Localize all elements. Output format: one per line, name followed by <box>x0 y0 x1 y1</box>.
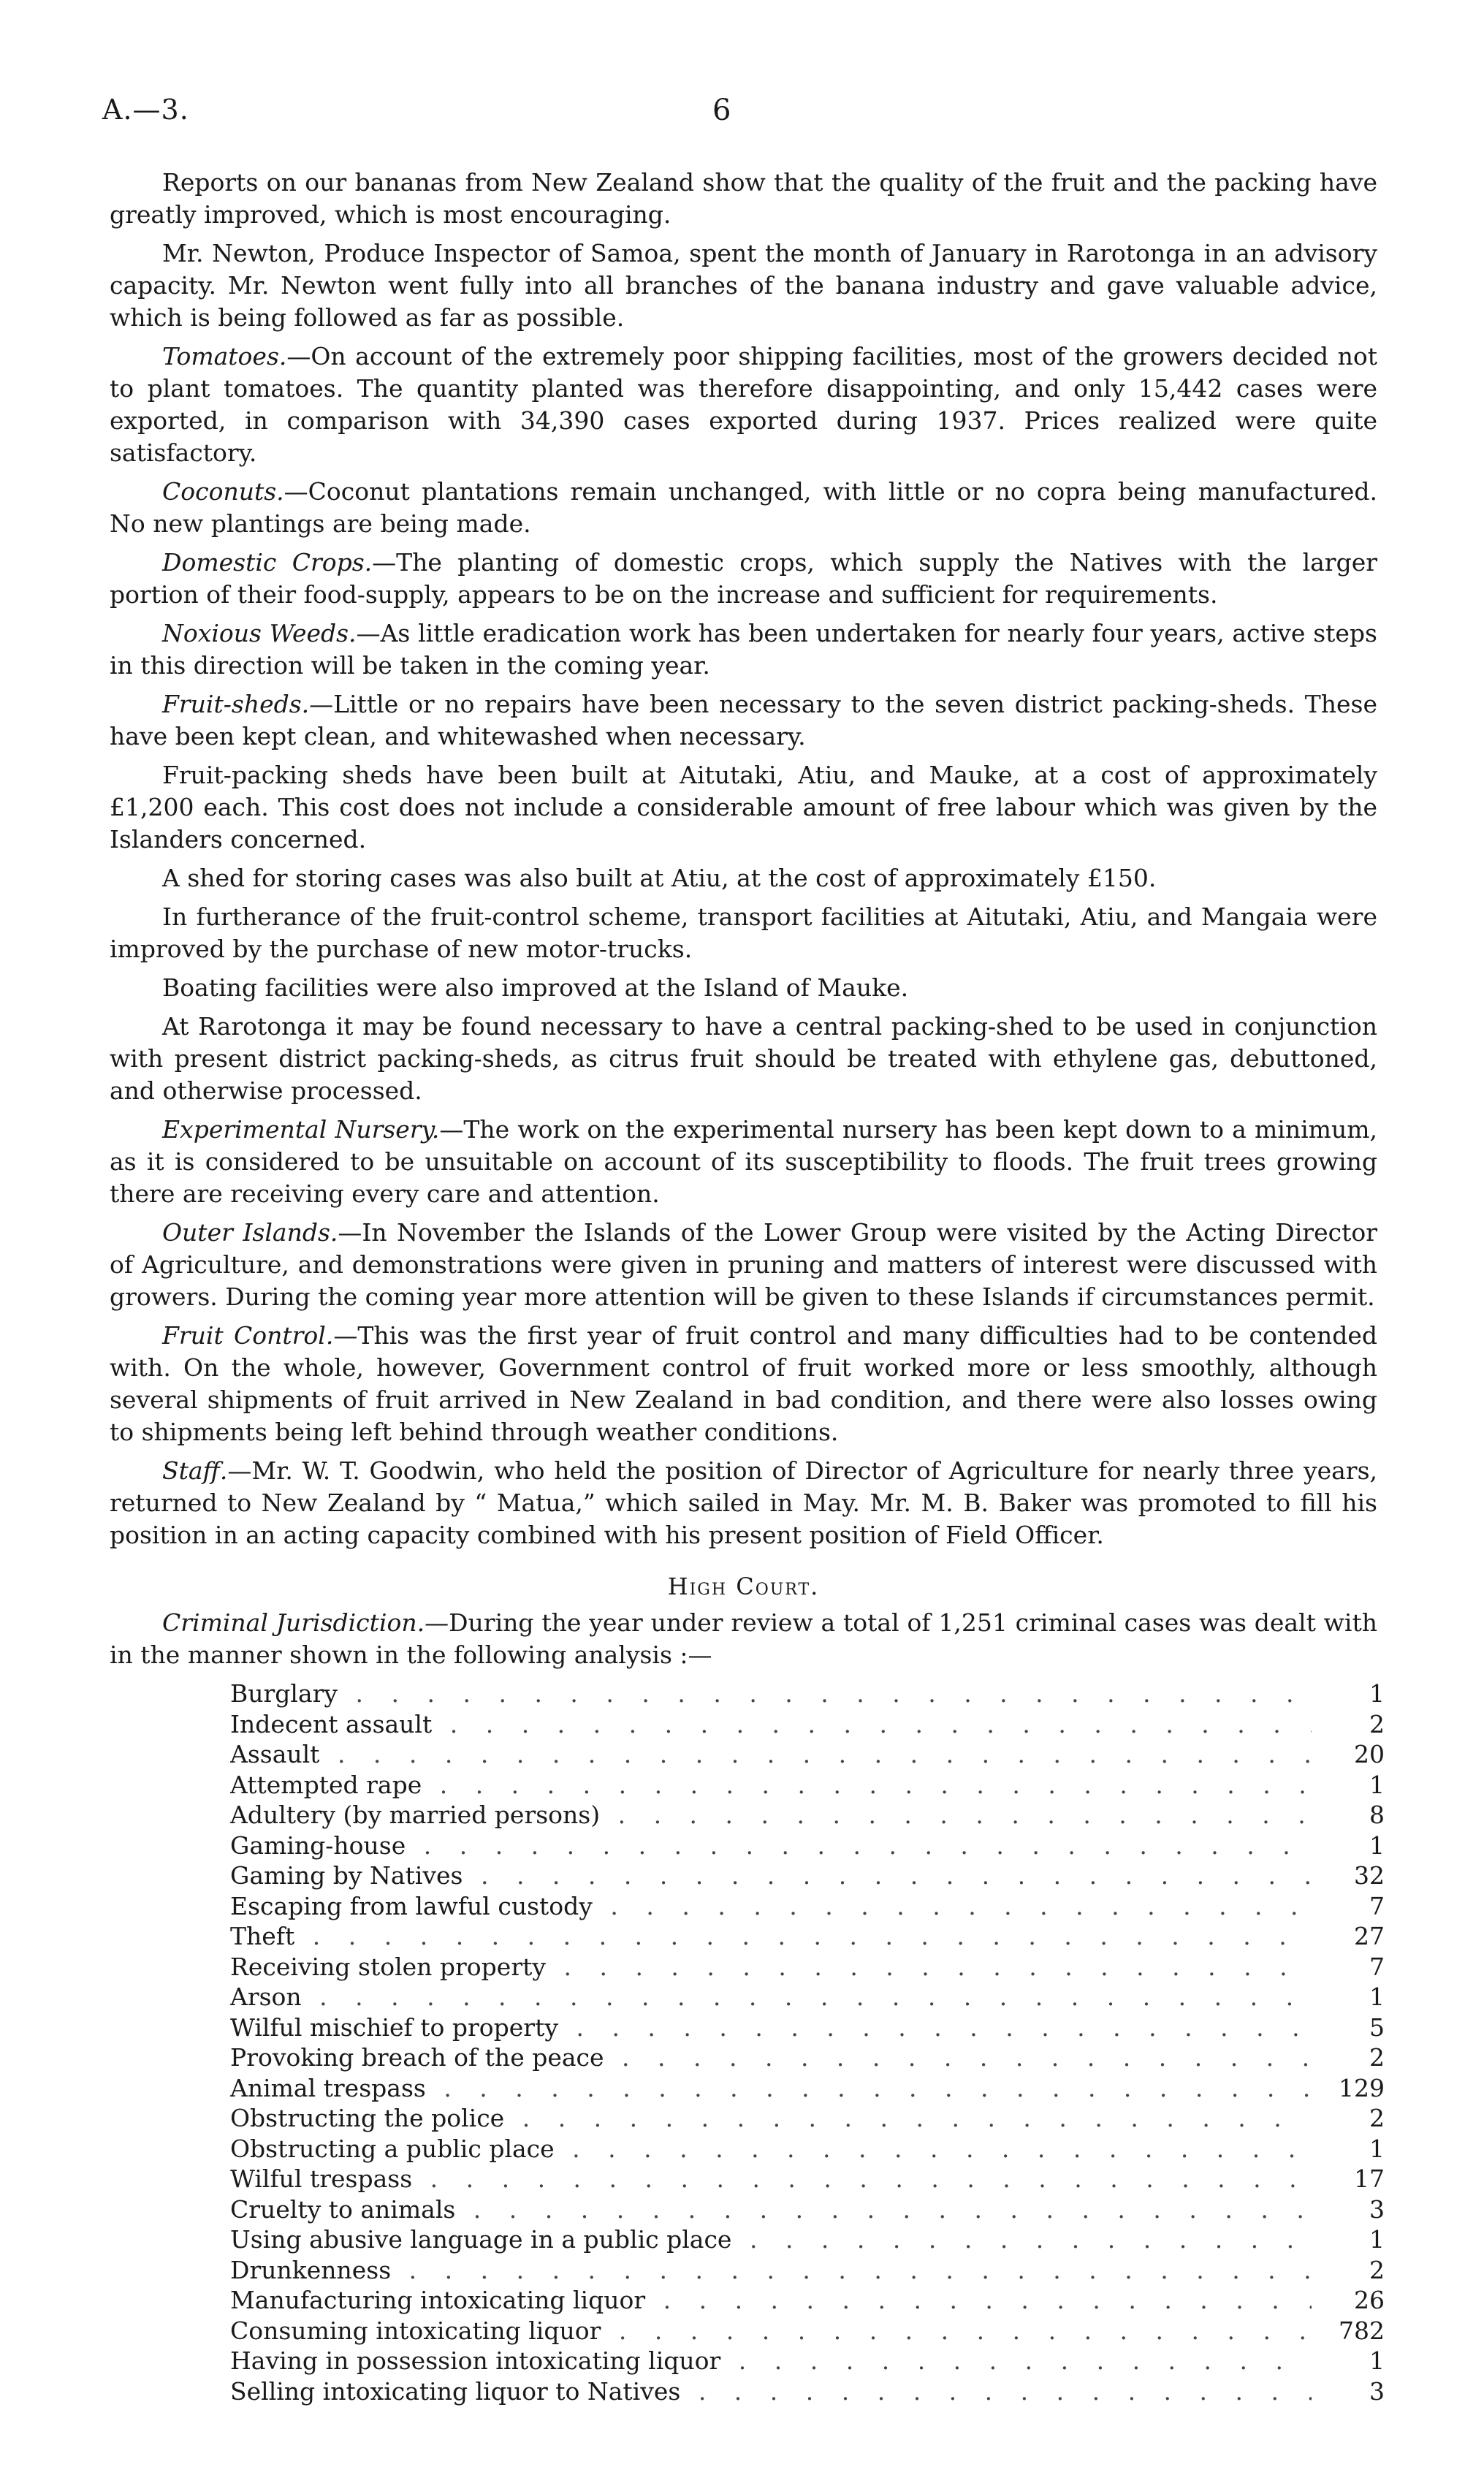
body-paragraph <box>110 759 1377 856</box>
table-row <box>230 2224 1385 2254</box>
offence-name: Obstructing a public place . . <box>230 2133 1312 2165</box>
table-row <box>230 2284 1385 2315</box>
paragraph-text: At Rarotonga it may be found necessary to have a central packing-shed to be used in conjunction with present district packing-sheds, as citrus fruit should be treated with ethylene gas, debuttoned, and otherwise processed. <box>110 1012 1377 1105</box>
body-text <box>110 167 1385 2406</box>
table-row <box>230 2163 1385 2194</box>
paragraph-heading: Experimental Nursery. <box>162 1115 440 1144</box>
offence-count: 8 <box>1369 1801 1385 1829</box>
paragraph-text: Fruit-packing sheds have been built at Aitutaki, Atiu, and Mauke, at a cost of approximately £1,200 each. This cost does not include a considerable amount of free labour which was given by the Islanders concerned. <box>110 761 1377 854</box>
paragraph-text: Boating facilities were also improved at the Island of Mauke. <box>162 973 909 1002</box>
paragraph-text: —Coconut plantations remain unchanged, with little or no copra being manufactured. No new plantings are being made. <box>110 477 1377 538</box>
offence-name: Arson . . <box>230 1981 1312 2013</box>
body-paragraph <box>110 617 1377 682</box>
paragraph-text: Mr. Newton, Produce Inspector of Samoa, spent the month of January in Rarotonga in an advisory capacity. Mr. Newton went fully into all branches of the banana industry and gave valuable advice, which is being followed as far as possible. <box>110 239 1377 332</box>
offence-name: Using abusive language in a public place . . <box>230 2224 1312 2256</box>
paragraph-text: A shed for storing cases was also built at Atiu, at the cost of approximately £150. <box>162 864 1157 892</box>
table-row <box>230 1830 1385 1860</box>
offence-count: 26 <box>1354 2286 1385 2314</box>
paragraph-text: —As little eradication work has been undertaken for nearly four years, active steps in this direction will be taken in the coming year. <box>110 619 1377 680</box>
body-paragraph <box>110 901 1377 965</box>
offence-name: Consuming intoxicating liquor . . <box>230 2315 1312 2347</box>
document-reference: A.—3. <box>102 94 189 126</box>
table-row <box>230 1860 1385 1890</box>
table-row <box>230 1951 1385 1982</box>
paragraph-text: —Mr. W. T. Goodwin, who held the position of Director of Agriculture for nearly three years, returned to New Zealand by “ Matua,” which sailed in May. Mr. M. B. Baker was promoted to fill his position in an acting capacity combined with his present position of Field Officer. <box>110 1456 1377 1549</box>
offence-count: 1 <box>1369 1831 1385 1860</box>
paragraph-text: —During the year under review a total of 1,251 criminal cases was dealt with in the manner shown in the following analysis :— <box>110 1608 1377 1669</box>
body-paragraph <box>110 476 1377 540</box>
offence-count: 32 <box>1354 1861 1385 1890</box>
offence-name: Drunkenness . . <box>230 2254 1312 2287</box>
paragraph-heading: Domestic Crops. <box>162 548 373 577</box>
paragraph-text: Reports on our bananas from New Zealand show that the quality of the fruit and the packing have greatly improved, which is most encouraging. <box>110 168 1377 229</box>
table-row <box>230 2072 1385 2103</box>
offence-name: Wilful mischief to property . . <box>230 2012 1312 2044</box>
offence-count: 27 <box>1354 1922 1385 1950</box>
body-paragraph <box>110 972 1377 1004</box>
offence-count: 20 <box>1354 1740 1385 1768</box>
offence-name: Gaming-house . . <box>230 1830 1312 1862</box>
offence-count: 2 <box>1369 1709 1385 1738</box>
table-row <box>230 2012 1385 2042</box>
offence-name: Burglary . . <box>230 1678 1312 1710</box>
table-row <box>230 2345 1385 2376</box>
paragraph-heading: Criminal Jurisdiction. <box>162 1608 425 1637</box>
offence-table <box>230 1678 1385 2406</box>
body-paragraph <box>110 1320 1377 1448</box>
offence-count: 1 <box>1369 2346 1385 2375</box>
table-row <box>230 1890 1385 1921</box>
table-row <box>230 1769 1385 1800</box>
offence-name: Cruelty to animals . . <box>230 2194 1312 2226</box>
table-row <box>230 1799 1385 1830</box>
paragraph-text: In furtherance of the fruit-control scheme, transport facilities at Aitutaki, Atiu, and Mangaia were improved by the purchase of new motor-trucks. <box>110 902 1377 963</box>
offence-name: Selling intoxicating liquor to Natives . . <box>230 2376 1312 2408</box>
page-header <box>102 94 1381 137</box>
offence-count: 1 <box>1369 1983 1385 2011</box>
paragraph-heading: Noxious Weeds. <box>162 619 357 647</box>
body-paragraph <box>110 688 1377 753</box>
paragraph-heading: Fruit-sheds. <box>162 690 310 718</box>
paragraph-text: —The planting of domestic crops, which supply the Natives with the larger portion of their food-supply, appears to be on the increase and sufficient for requirements. <box>110 548 1378 609</box>
body-paragraph <box>110 862 1377 894</box>
offence-name: Wilful trespass . . <box>230 2163 1312 2195</box>
table-row <box>230 2254 1385 2285</box>
body-paragraph <box>110 1455 1377 1551</box>
offence-name: Manufacturing intoxicating liquor . . <box>230 2284 1312 2316</box>
offence-count: 3 <box>1369 2376 1385 2406</box>
offence-name: Adultery (by married persons) . . <box>230 1799 1312 1831</box>
offence-count: 3 <box>1369 2194 1385 2224</box>
offence-count: 2 <box>1369 2255 1385 2284</box>
paragraph-text: —In November the Islands of the Lower Group were visited by the Acting Director of Agriculture, and demonstrations were given in pruning and matters of interest were discussed with growers. During the coming year more attention will be given to these Islands if circumstances permit. <box>110 1218 1377 1311</box>
offence-count: 5 <box>1369 2012 1385 2042</box>
offence-name: Gaming by Natives . . <box>230 1860 1312 1892</box>
offence-count: 7 <box>1369 1952 1385 1981</box>
paragraph-heading: Tomatoes. <box>162 342 287 370</box>
offence-name: Animal trespass . . <box>230 2072 1312 2105</box>
body-paragraph <box>110 237 1377 334</box>
page-number: 6 <box>712 94 731 127</box>
table-row <box>230 2102 1385 2133</box>
offence-name: Theft . . <box>230 1920 1312 1953</box>
table-row <box>230 2315 1385 2346</box>
section-heading-high-court: High Court. <box>667 1573 820 1600</box>
paragraph-heading: Staff. <box>162 1456 228 1485</box>
body-paragraph <box>110 1114 1377 1210</box>
offence-count: 1 <box>1369 1679 1385 1708</box>
paragraph-text: —On account of the extremely poor shipping facilities, most of the growers decided not to plant tomatoes. The quantity planted was therefore disappointing, and only 15,442 cases were exported, in comparison with 34,390 cases exported during 1937. Prices realized were quite satisfactory. <box>110 342 1377 467</box>
table-row <box>230 1738 1385 1769</box>
table-row <box>230 1678 1385 1708</box>
body-paragraph <box>110 547 1377 611</box>
table-row <box>230 1981 1385 2012</box>
offence-name: Obstructing the police . . <box>230 2102 1312 2135</box>
table-row <box>230 2376 1385 2406</box>
offence-count: 129 <box>1339 2073 1385 2102</box>
body-paragraph <box>110 341 1377 469</box>
offence-name: Escaping from lawful custody . . <box>230 1890 1312 1923</box>
offence-count: 7 <box>1369 1891 1385 1920</box>
table-row <box>230 2194 1385 2224</box>
paragraph-text: —This was the first year of fruit control and many difficulties had to be contended with. On the whole, however, Government control of fruit worked more or less smoothly, although several shipments of fruit arrived in New Zealand in bad condition, and there were also losses owing to shipments being left behind through weather conditions. <box>110 1321 1377 1446</box>
offence-count: 1 <box>1369 2225 1385 2254</box>
paragraph-list <box>110 167 1377 1551</box>
offence-count: 1 <box>1369 1770 1385 1799</box>
paragraph-text: —The work on the experimental nursery has been kept down to a minimum, as it is considered to be unsuitable on account of its susceptibility to floods. The fruit trees growing there are receiving every care and attention. <box>110 1115 1378 1208</box>
offence-count: 782 <box>1339 2316 1385 2345</box>
body-paragraph <box>110 167 1377 231</box>
offence-name: Provoking breach of the peace . . <box>230 2042 1312 2074</box>
paragraph-text: —Little or no repairs have been necessary to the seven district packing-sheds. These have been kept clean, and whitewashed when necessary. <box>110 690 1377 750</box>
body-paragraph <box>110 1217 1377 1313</box>
offence-name: Having in possession intoxicating liquor . . <box>230 2345 1312 2377</box>
paragraph-heading: Fruit Control. <box>162 1321 334 1350</box>
table-row <box>230 1708 1385 1739</box>
offence-count: 2 <box>1369 2104 1385 2132</box>
table-row <box>230 2042 1385 2072</box>
table-row <box>230 1920 1385 1951</box>
body-paragraph <box>110 1011 1377 1107</box>
criminal-jurisdiction-paragraph <box>110 1607 1377 1671</box>
offence-name: Indecent assault . . <box>230 1708 1312 1741</box>
offence-count: 1 <box>1369 2134 1385 2163</box>
offence-name: Receiving stolen property . . <box>230 1951 1312 1983</box>
offence-count: 2 <box>1369 2043 1385 2072</box>
paragraph-heading: Outer Islands. <box>162 1218 338 1247</box>
table-row <box>230 2133 1385 2164</box>
offence-name: Attempted rape . . <box>230 1769 1312 1801</box>
paragraph-heading: Coconuts. <box>162 477 284 506</box>
offence-count: 17 <box>1354 2164 1385 2193</box>
offence-name: Assault . . <box>230 1738 1312 1771</box>
